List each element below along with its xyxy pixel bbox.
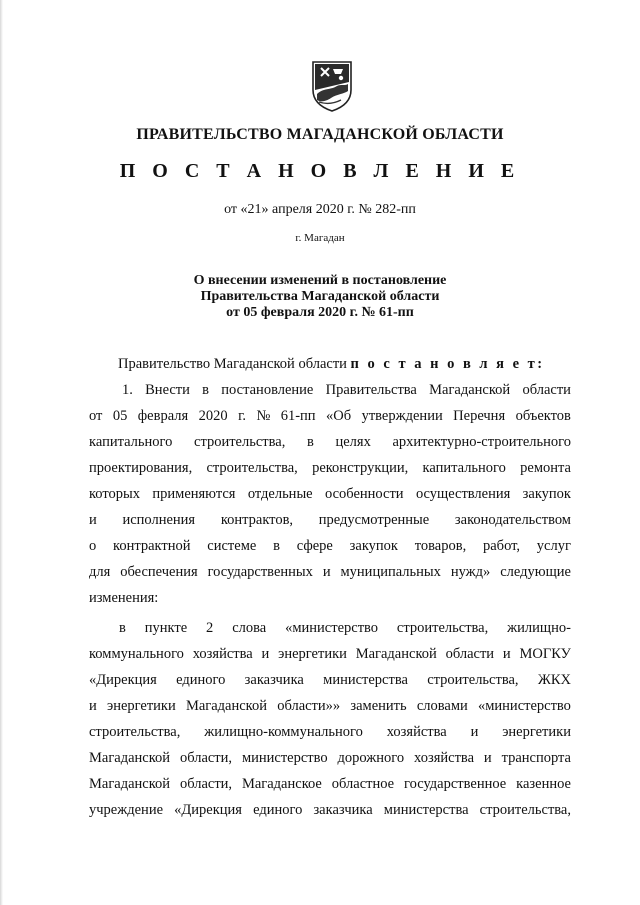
word: «Об [326,408,352,424]
word: работ, [483,538,520,554]
word: строительства, [194,434,286,450]
word: товаров, [414,538,467,554]
word: в [202,382,210,398]
word: энергетики [278,646,347,662]
text-line [89,797,571,823]
word: в [306,434,314,450]
text-line [89,641,571,667]
word: Внести [145,382,190,398]
word: объектов [515,408,571,424]
word: законодательством [454,512,571,528]
word: и [322,564,331,580]
word: контрактной [113,538,191,554]
word: пункте [144,620,188,636]
word: слова [232,620,267,636]
word: транспорта [501,750,571,766]
text-line [89,693,571,719]
word: изменения: [89,590,159,606]
word: энергетики [502,724,571,740]
word: строительства, [206,460,298,476]
word: Магаданской [89,776,171,792]
word: хозяйства [192,646,253,662]
word: словами [416,698,468,714]
text-line [89,377,571,403]
word: хозяйства [414,750,475,766]
text-line [89,455,571,481]
document-date-number: от «21» апреля 2020 г. № 282-пп [224,202,416,217]
word: Магаданской [429,382,511,398]
document-city: г. Магадан [295,232,345,244]
word: ЖКХ [537,672,571,688]
text-line [89,615,571,641]
word: применяются [152,486,236,502]
word: дорожного [337,750,405,766]
word: обеспечения [120,564,198,580]
word: строительства, [427,672,519,688]
text-line [89,481,571,507]
word: и [89,698,97,714]
government-title: ПРАВИТЕЛЬСТВО МАГАДАНСКОЙ ОБЛАСТИ [136,126,504,143]
word: и [261,646,270,662]
subject-line: Правительства Магаданской области [200,289,440,304]
word: единого [253,802,303,818]
word: области [522,382,571,398]
word: жилищно-коммунального [204,724,363,740]
word: 1. [122,382,133,398]
word: для [89,564,111,580]
word: проектирования, [89,460,193,476]
body-paragraph-2 [89,615,571,823]
word: услуг [536,538,571,554]
word: в [273,538,280,554]
text-line [89,533,571,559]
word: в [119,620,126,636]
word: строительства, [479,802,571,818]
word: энергетики [106,698,176,714]
word: отдельные [247,486,313,502]
word: и [89,512,97,528]
word: и [470,724,479,740]
text-line [89,559,571,585]
word: МОГКУ [519,646,571,662]
word: «министерство [285,620,379,636]
word: исполнения [122,512,196,528]
text-line [89,719,571,745]
word: 61-пп [280,408,316,424]
word: осуществления [415,486,511,502]
text-line [89,585,571,611]
word: единого [176,672,226,688]
word: архитектурно-строительного [392,434,571,450]
word: области, [179,776,233,792]
document-subject [0,273,640,321]
word: области [445,646,495,662]
word: закупок [522,486,571,502]
word: закупок [349,538,398,554]
word: заказчика [244,672,304,688]
text-line [89,507,571,533]
word: и [483,750,492,766]
word: государственное [404,776,507,792]
text-line [89,429,571,455]
document-type: П О С Т А Н О В Л Е Н И Е [119,160,521,182]
intro-text: Правительство Магаданской области [118,356,347,372]
subject-line: О внесении изменений в постановление [193,273,447,288]
word: системе [207,538,257,554]
text-line [89,745,571,771]
body-paragraph-1 [89,377,571,611]
word: Магаданской [185,698,267,714]
word: учреждение [89,802,164,818]
word: муниципальных [340,564,441,580]
word: заказчика [313,802,373,818]
word: капитального [89,434,173,450]
word: министерства [383,802,469,818]
word: Правительства [325,382,417,398]
word: целях [335,434,371,450]
word: реконструкции, [312,460,409,476]
word: которых [89,486,141,502]
word: строительства, [89,724,181,740]
word: «Дирекция [89,672,157,688]
word: ремонта [520,460,571,476]
word: особенности [324,486,404,502]
word: заменить [350,698,407,714]
word: хозяйства [386,724,447,740]
word: государственных [207,564,313,580]
word: постановление [221,382,314,398]
intro-verb: п о с т а н о в л я е т: [350,356,545,372]
word: казенное [516,776,571,792]
word: Магаданской [89,750,171,766]
word: контрактов, [220,512,294,528]
word: области, [179,750,233,766]
word: утверждении [361,408,443,424]
word: 05 [112,408,128,424]
word: строительства, [396,620,489,636]
coat-of-arms-icon [311,60,353,112]
text-line [89,403,571,429]
word: области»» [277,698,341,714]
word: предусмотренные [318,512,430,528]
subject-line: от 05 февраля 2020 г. № 61-пп [226,305,414,320]
word: Перечня [453,408,506,424]
word: № [256,408,271,424]
word: министерства [323,672,408,688]
word: «Дирекция [174,802,242,818]
word: Магаданское [241,776,322,792]
word: Магаданской [355,646,437,662]
word: февраля [137,408,189,424]
word: 2 [206,620,214,636]
word: г. [238,408,246,424]
word: и [502,646,511,662]
word: следующие [500,564,571,580]
word: областное [331,776,395,792]
text-line [89,667,571,693]
word: нужд» [450,564,491,580]
word: жилищно- [507,620,571,636]
word: от [89,408,103,424]
intro-paragraph [118,356,545,373]
word: коммунального [89,646,184,662]
word: 2020 [198,408,228,424]
text-line [89,771,571,797]
word: капитального [422,460,506,476]
word: «министерство [477,698,571,714]
word: министерство [241,750,328,766]
word: сфере [296,538,333,554]
word: о [89,538,97,554]
